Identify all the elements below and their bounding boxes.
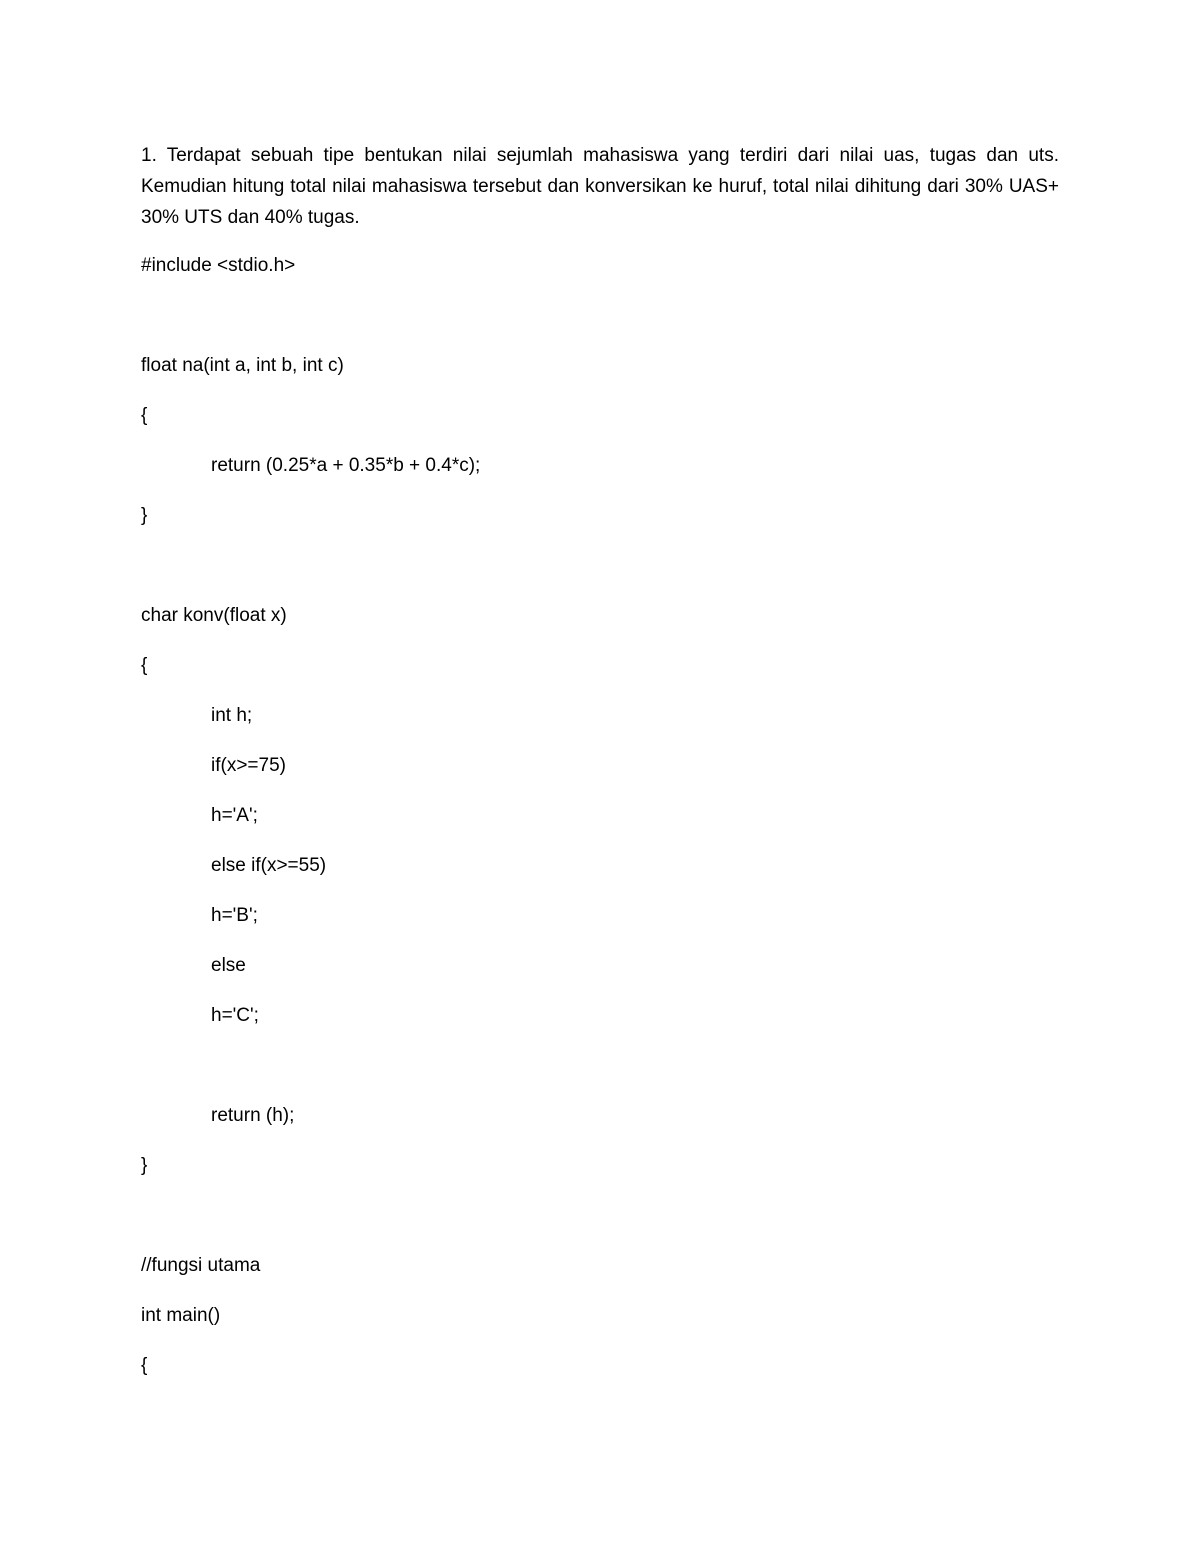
code-line-int-h: int h; (211, 705, 253, 726)
code-line-open-brace: { (141, 405, 148, 426)
code-line-open-brace: { (141, 1355, 148, 1376)
code-line-include: #include <stdio.h> (141, 255, 296, 276)
code-line-open-brace: { (141, 655, 148, 676)
code-line-else-if-55: else if(x>=55) (211, 855, 327, 876)
code-line-konv-signature: char konv(float x) (141, 605, 287, 626)
code-line-return-na: return (0.25*a + 0.35*b + 0.4*c); (211, 455, 481, 476)
code-line-main-signature: int main() (141, 1305, 221, 1326)
code-line-comment: //fungsi utama (141, 1255, 261, 1276)
code-line-na-signature: float na(int a, int b, int c) (141, 355, 344, 376)
question-paragraph: 1. Terdapat sebuah tipe bentukan nilai sejumlah mahasiswa yang terdiri dari nilai uas, tugas dan uts. Kemudian hitung total nilai mahasiswa tersebut dan konversikan ke huruf, total nilai dihitung dari 30% UAS+ 30% UTS dan 40% tugas. (141, 145, 1059, 228)
code-line-close-brace: } (141, 1155, 148, 1176)
code-line-h-b: h='B'; (211, 905, 258, 926)
code-line-if-75: if(x>=75) (211, 755, 286, 776)
code-line-h-a: h='A'; (211, 805, 258, 826)
code-line-h-c: h='C'; (211, 1005, 259, 1026)
code-line-else: else (211, 955, 246, 976)
code-line-return-h: return (h); (211, 1105, 295, 1126)
code-line-close-brace: } (141, 505, 148, 526)
